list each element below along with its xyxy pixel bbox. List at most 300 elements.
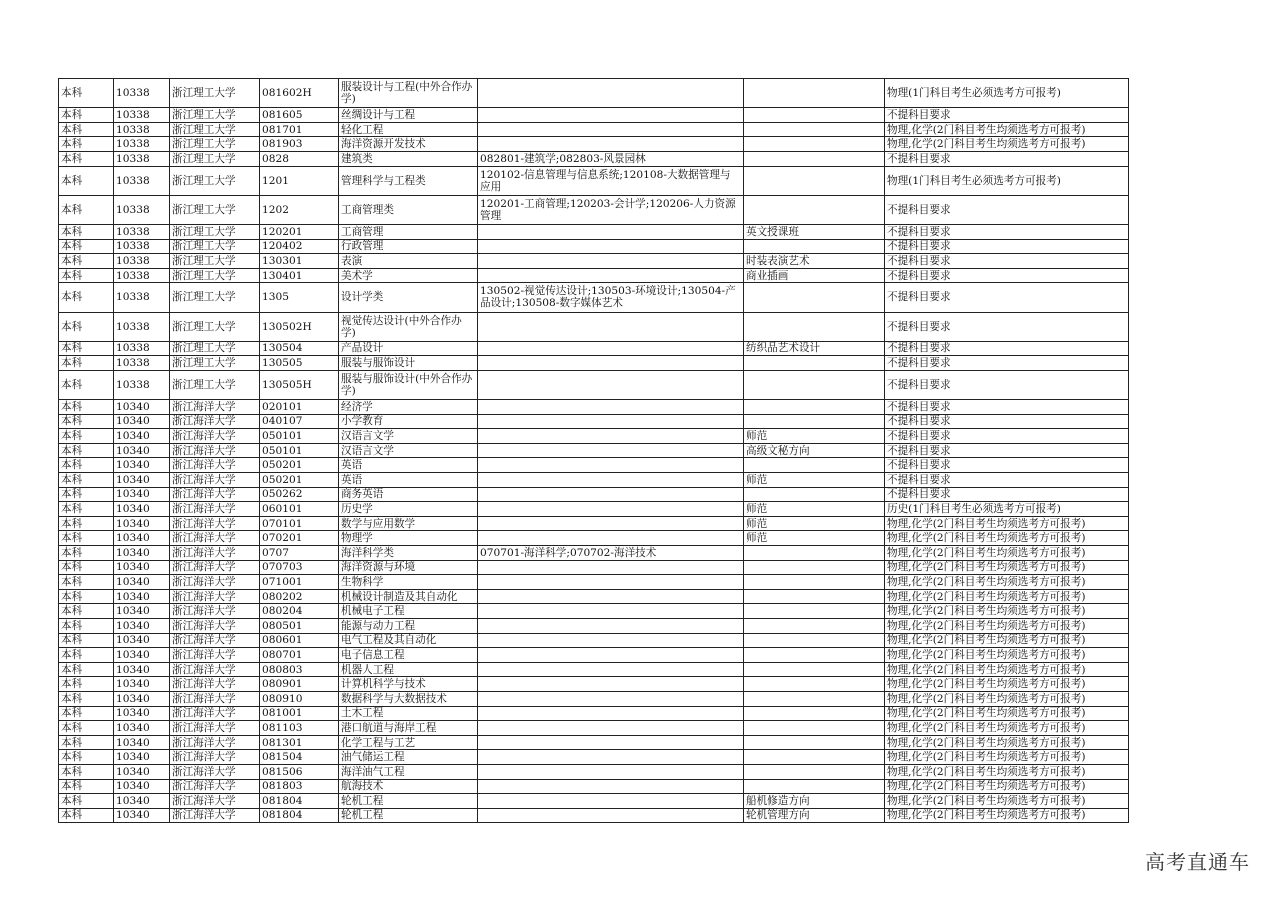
cell-included-majors [478,706,744,721]
cell-level: 本科 [59,487,114,502]
cell-major-name: 行政管理 [339,239,478,254]
cell-school-name: 浙江海洋大学 [170,560,260,575]
cell-note [744,575,885,590]
cell-subject-requirement: 不提科目要求 [885,195,1129,224]
cell-level: 本科 [59,239,114,254]
cell-school-name: 浙江海洋大学 [170,662,260,677]
cell-subject-requirement: 物理,化学(2门科目考生均须选考方可报考) [885,648,1129,663]
cell-major-code: 080601 [260,633,339,648]
cell-included-majors: 130502-视觉传达设计;130503-环境设计;130504-产品设计;130508-数字媒体艺术 [478,283,744,312]
cell-level: 本科 [59,560,114,575]
cell-subject-requirement: 不提科目要求 [885,224,1129,239]
cell-school-code: 10340 [114,662,170,677]
cell-school-code: 10340 [114,721,170,736]
cell-subject-requirement: 不提科目要求 [885,283,1129,312]
cell-level: 本科 [59,414,114,429]
table-row [59,79,1129,108]
cell-level: 本科 [59,254,114,269]
cell-school-name: 浙江海洋大学 [170,735,260,750]
cell-level: 本科 [59,268,114,283]
cell-school-code: 10340 [114,808,170,823]
cell-included-majors [478,108,744,123]
cell-school-code: 10340 [114,706,170,721]
cell-school-name: 浙江海洋大学 [170,589,260,604]
cell-major-name: 丝绸设计与工程 [339,108,478,123]
table-row [59,356,1129,371]
cell-note [744,706,885,721]
cell-major-code: 130504 [260,341,339,356]
cell-note [744,166,885,195]
cell-level: 本科 [59,79,114,108]
cell-note [744,195,885,224]
cell-major-code: 081605 [260,108,339,123]
cell-major-name: 表演 [339,254,478,269]
cell-major-name: 海洋资源与环境 [339,560,478,575]
cell-subject-requirement: 物理,化学(2门科目考生均须选考方可报考) [885,575,1129,590]
cell-school-code: 10340 [114,618,170,633]
cell-school-code: 10340 [114,429,170,444]
cell-school-code: 10340 [114,502,170,517]
cell-school-name: 浙江海洋大学 [170,502,260,517]
cell-note [744,487,885,502]
table-row [59,400,1129,415]
cell-major-code: 080204 [260,604,339,619]
cell-major-code: 130505 [260,356,339,371]
cell-school-code: 10338 [114,239,170,254]
cell-subject-requirement: 物理,化学(2门科目考生均须选考方可报考) [885,794,1129,809]
cell-major-name: 土木工程 [339,706,478,721]
cell-included-majors [478,779,744,794]
cell-school-name: 浙江海洋大学 [170,414,260,429]
table-row [59,691,1129,706]
cell-subject-requirement: 物理,化学(2门科目考生均须选考方可报考) [885,531,1129,546]
cell-school-code: 10338 [114,195,170,224]
cell-school-name: 浙江海洋大学 [170,516,260,531]
cell-subject-requirement: 物理,化学(2门科目考生均须选考方可报考) [885,662,1129,677]
cell-note: 师范 [744,531,885,546]
cell-school-name: 浙江海洋大学 [170,794,260,809]
cell-included-majors [478,531,744,546]
cell-school-name: 浙江海洋大学 [170,458,260,473]
cell-note [744,764,885,779]
cell-subject-requirement: 物理,化学(2门科目考生均须选考方可报考) [885,691,1129,706]
cell-included-majors: 082801-建筑学;082803-风景园林 [478,151,744,166]
cell-subject-requirement: 不提科目要求 [885,370,1129,399]
cell-level: 本科 [59,779,114,794]
cell-major-name: 历史学 [339,502,478,517]
cell-level: 本科 [59,750,114,765]
cell-school-code: 10338 [114,254,170,269]
cell-subject-requirement: 不提科目要求 [885,487,1129,502]
table-row [59,166,1129,195]
cell-level: 本科 [59,546,114,561]
cell-subject-requirement: 物理,化学(2门科目考生均须选考方可报考) [885,604,1129,619]
admission-requirements-table [58,78,1129,823]
cell-major-name: 工商管理 [339,224,478,239]
cell-major-code: 080901 [260,677,339,692]
cell-school-code: 10340 [114,531,170,546]
cell-note: 师范 [744,502,885,517]
cell-included-majors [478,516,744,531]
table-row [59,108,1129,123]
cell-major-code: 050101 [260,443,339,458]
cell-major-name: 英语 [339,473,478,488]
cell-note [744,648,885,663]
cell-major-code: 050262 [260,487,339,502]
cell-major-code: 020101 [260,400,339,415]
cell-level: 本科 [59,618,114,633]
cell-subject-requirement: 不提科目要求 [885,414,1129,429]
cell-major-code: 081701 [260,122,339,137]
cell-school-code: 10338 [114,137,170,152]
cell-major-name: 轮机工程 [339,794,478,809]
cell-school-code: 10340 [114,516,170,531]
cell-note [744,721,885,736]
cell-school-name: 浙江海洋大学 [170,443,260,458]
cell-level: 本科 [59,531,114,546]
cell-note [744,735,885,750]
cell-major-code: 070101 [260,516,339,531]
cell-school-code: 10340 [114,473,170,488]
cell-included-majors: 120102-信息管理与信息系统;120108-大数据管理与应用 [478,166,744,195]
cell-subject-requirement: 物理,化学(2门科目考生均须选考方可报考) [885,516,1129,531]
cell-subject-requirement: 物理,化学(2门科目考生均须选考方可报考) [885,750,1129,765]
cell-included-majors [478,560,744,575]
cell-major-code: 081504 [260,750,339,765]
table-row [59,254,1129,269]
cell-major-name: 视觉传达设计(中外合作办学) [339,312,478,341]
cell-note [744,750,885,765]
cell-major-name: 工商管理类 [339,195,478,224]
cell-school-name: 浙江海洋大学 [170,764,260,779]
cell-subject-requirement: 物理,化学(2门科目考生均须选考方可报考) [885,633,1129,648]
cell-school-code: 10338 [114,370,170,399]
cell-note [744,108,885,123]
cell-note [744,151,885,166]
cell-note: 时装表演艺术 [744,254,885,269]
cell-school-name: 浙江海洋大学 [170,648,260,663]
cell-school-name: 浙江海洋大学 [170,750,260,765]
cell-major-code: 040107 [260,414,339,429]
cell-level: 本科 [59,764,114,779]
cell-included-majors [478,502,744,517]
table-row [59,794,1129,809]
cell-school-name: 浙江理工大学 [170,254,260,269]
cell-major-code: 071001 [260,575,339,590]
cell-level: 本科 [59,151,114,166]
table-row [59,341,1129,356]
cell-note [744,662,885,677]
cell-subject-requirement: 物理,化学(2门科目考生均须选考方可报考) [885,721,1129,736]
cell-level: 本科 [59,166,114,195]
cell-level: 本科 [59,370,114,399]
cell-school-name: 浙江理工大学 [170,370,260,399]
table-row [59,677,1129,692]
cell-major-code: 1202 [260,195,339,224]
cell-school-code: 10340 [114,794,170,809]
cell-school-name: 浙江理工大学 [170,166,260,195]
table-row [59,370,1129,399]
table-row [59,429,1129,444]
cell-school-name: 浙江理工大学 [170,108,260,123]
cell-school-name: 浙江理工大学 [170,283,260,312]
cell-included-majors [478,239,744,254]
cell-major-name: 汉语言文学 [339,429,478,444]
table-row [59,531,1129,546]
cell-school-name: 浙江理工大学 [170,151,260,166]
cell-major-code: 080701 [260,648,339,663]
cell-subject-requirement: 物理,化学(2门科目考生均须选考方可报考) [885,560,1129,575]
cell-school-code: 10340 [114,735,170,750]
cell-note [744,283,885,312]
cell-major-code: 120201 [260,224,339,239]
cell-level: 本科 [59,677,114,692]
cell-subject-requirement: 不提科目要求 [885,458,1129,473]
cell-school-code: 10338 [114,108,170,123]
cell-major-code: 081804 [260,808,339,823]
cell-included-majors [478,370,744,399]
cell-major-code: 081803 [260,779,339,794]
cell-subject-requirement: 不提科目要求 [885,473,1129,488]
cell-note [744,779,885,794]
cell-major-name: 数学与应用数学 [339,516,478,531]
cell-major-name: 服装与服饰设计 [339,356,478,371]
table-row [59,151,1129,166]
cell-major-code: 0828 [260,151,339,166]
cell-school-code: 10338 [114,341,170,356]
cell-subject-requirement: 物理(1门科目考生必须选考方可报考) [885,79,1129,108]
cell-major-name: 服装与服饰设计(中外合作办学) [339,370,478,399]
cell-major-name: 数据科学与大数据技术 [339,691,478,706]
cell-level: 本科 [59,662,114,677]
cell-level: 本科 [59,575,114,590]
cell-level: 本科 [59,443,114,458]
cell-major-code: 120402 [260,239,339,254]
cell-major-code: 080501 [260,618,339,633]
cell-included-majors [478,458,744,473]
cell-included-majors: 070701-海洋科学;070702-海洋技术 [478,546,744,561]
cell-school-code: 10340 [114,487,170,502]
table-row [59,662,1129,677]
cell-subject-requirement: 不提科目要求 [885,400,1129,415]
cell-included-majors [478,356,744,371]
cell-included-majors [478,443,744,458]
cell-school-code: 10340 [114,546,170,561]
table-row [59,575,1129,590]
cell-major-name: 生物科学 [339,575,478,590]
table-row [59,312,1129,341]
cell-subject-requirement: 物理,化学(2门科目考生均须选考方可报考) [885,764,1129,779]
cell-major-name: 轮机工程 [339,808,478,823]
cell-major-name: 计算机科学与技术 [339,677,478,692]
cell-major-name: 产品设计 [339,341,478,356]
cell-major-code: 070703 [260,560,339,575]
cell-level: 本科 [59,458,114,473]
cell-note [744,677,885,692]
cell-included-majors [478,794,744,809]
cell-school-code: 10338 [114,268,170,283]
table-row [59,589,1129,604]
cell-note: 船机修造方向 [744,794,885,809]
cell-level: 本科 [59,108,114,123]
cell-school-code: 10340 [114,691,170,706]
cell-major-name: 电子信息工程 [339,648,478,663]
cell-major-code: 050101 [260,429,339,444]
table-row [59,779,1129,794]
cell-included-majors [478,735,744,750]
cell-major-name: 管理科学与工程类 [339,166,478,195]
table-row [59,735,1129,750]
cell-level: 本科 [59,516,114,531]
cell-school-code: 10338 [114,166,170,195]
cell-major-code: 130401 [260,268,339,283]
table-row [59,604,1129,619]
cell-school-name: 浙江理工大学 [170,224,260,239]
cell-note [744,79,885,108]
cell-included-majors: 120201-工商管理;120203-会计学;120206-人力资源管理 [478,195,744,224]
cell-school-code: 10338 [114,122,170,137]
cell-included-majors [478,137,744,152]
cell-note [744,414,885,429]
cell-major-name: 设计学类 [339,283,478,312]
cell-major-name: 航海技术 [339,779,478,794]
cell-major-name: 汉语言文学 [339,443,478,458]
cell-school-code: 10340 [114,400,170,415]
cell-major-code: 081506 [260,764,339,779]
table-row [59,618,1129,633]
cell-level: 本科 [59,356,114,371]
table-row [59,546,1129,561]
cell-level: 本科 [59,648,114,663]
cell-note: 高级文秘方向 [744,443,885,458]
cell-major-code: 1305 [260,283,339,312]
cell-note [744,560,885,575]
cell-school-code: 10340 [114,604,170,619]
cell-included-majors [478,268,744,283]
cell-major-name: 海洋油气工程 [339,764,478,779]
cell-level: 本科 [59,502,114,517]
table-row [59,764,1129,779]
cell-note [744,137,885,152]
cell-school-code: 10340 [114,779,170,794]
cell-note [744,691,885,706]
cell-major-code: 050201 [260,473,339,488]
cell-level: 本科 [59,473,114,488]
cell-included-majors [478,122,744,137]
cell-included-majors [478,400,744,415]
cell-school-code: 10340 [114,575,170,590]
cell-major-name: 经济学 [339,400,478,415]
cell-school-name: 浙江海洋大学 [170,721,260,736]
table-row [59,633,1129,648]
cell-included-majors [478,341,744,356]
cell-included-majors [478,677,744,692]
cell-note: 师范 [744,516,885,531]
cell-major-code: 0707 [260,546,339,561]
cell-school-code: 10340 [114,648,170,663]
cell-included-majors [478,721,744,736]
table-row [59,516,1129,531]
cell-level: 本科 [59,633,114,648]
cell-school-code: 10338 [114,283,170,312]
cell-major-code: 081103 [260,721,339,736]
cell-major-name: 英语 [339,458,478,473]
cell-school-name: 浙江海洋大学 [170,677,260,692]
cell-school-name: 浙江理工大学 [170,79,260,108]
cell-major-name: 化学工程与工艺 [339,735,478,750]
cell-school-name: 浙江海洋大学 [170,429,260,444]
cell-level: 本科 [59,735,114,750]
cell-major-name: 机械电子工程 [339,604,478,619]
cell-subject-requirement: 物理,化学(2门科目考生均须选考方可报考) [885,808,1129,823]
cell-included-majors [478,691,744,706]
cell-note [744,370,885,399]
cell-school-name: 浙江海洋大学 [170,633,260,648]
cell-major-code: 081903 [260,137,339,152]
cell-major-code: 070201 [260,531,339,546]
cell-level: 本科 [59,195,114,224]
cell-school-code: 10340 [114,414,170,429]
cell-school-name: 浙江海洋大学 [170,691,260,706]
cell-subject-requirement: 不提科目要求 [885,239,1129,254]
table-row [59,458,1129,473]
cell-school-code: 10338 [114,151,170,166]
cell-note [744,122,885,137]
cell-subject-requirement: 不提科目要求 [885,108,1129,123]
cell-subject-requirement: 不提科目要求 [885,341,1129,356]
table-row [59,487,1129,502]
cell-major-code: 050201 [260,458,339,473]
cell-school-name: 浙江理工大学 [170,312,260,341]
cell-note [744,546,885,561]
cell-included-majors [478,764,744,779]
table-row [59,239,1129,254]
cell-included-majors [478,254,744,269]
cell-major-name: 服装设计与工程(中外合作办学) [339,79,478,108]
cell-included-majors [478,808,744,823]
cell-school-name: 浙江海洋大学 [170,473,260,488]
cell-major-name: 电气工程及其自动化 [339,633,478,648]
cell-school-name: 浙江海洋大学 [170,487,260,502]
cell-included-majors [478,429,744,444]
cell-subject-requirement: 不提科目要求 [885,312,1129,341]
cell-school-code: 10340 [114,560,170,575]
cell-major-code: 081804 [260,794,339,809]
cell-note [744,618,885,633]
cell-included-majors [478,312,744,341]
cell-major-name: 商务英语 [339,487,478,502]
cell-major-code: 060101 [260,502,339,517]
cell-school-name: 浙江海洋大学 [170,546,260,561]
cell-subject-requirement: 不提科目要求 [885,356,1129,371]
cell-subject-requirement: 物理,化学(2门科目考生均须选考方可报考) [885,137,1129,152]
cell-note: 师范 [744,473,885,488]
cell-major-name: 物理学 [339,531,478,546]
cell-included-majors [478,604,744,619]
cell-level: 本科 [59,589,114,604]
cell-subject-requirement: 物理,化学(2门科目考生均须选考方可报考) [885,589,1129,604]
cell-school-code: 10340 [114,458,170,473]
cell-note [744,312,885,341]
cell-note: 商业插画 [744,268,885,283]
cell-school-name: 浙江理工大学 [170,341,260,356]
cell-school-name: 浙江海洋大学 [170,531,260,546]
cell-school-name: 浙江海洋大学 [170,575,260,590]
cell-included-majors [478,79,744,108]
cell-school-name: 浙江理工大学 [170,356,260,371]
cell-level: 本科 [59,429,114,444]
cell-included-majors [478,487,744,502]
